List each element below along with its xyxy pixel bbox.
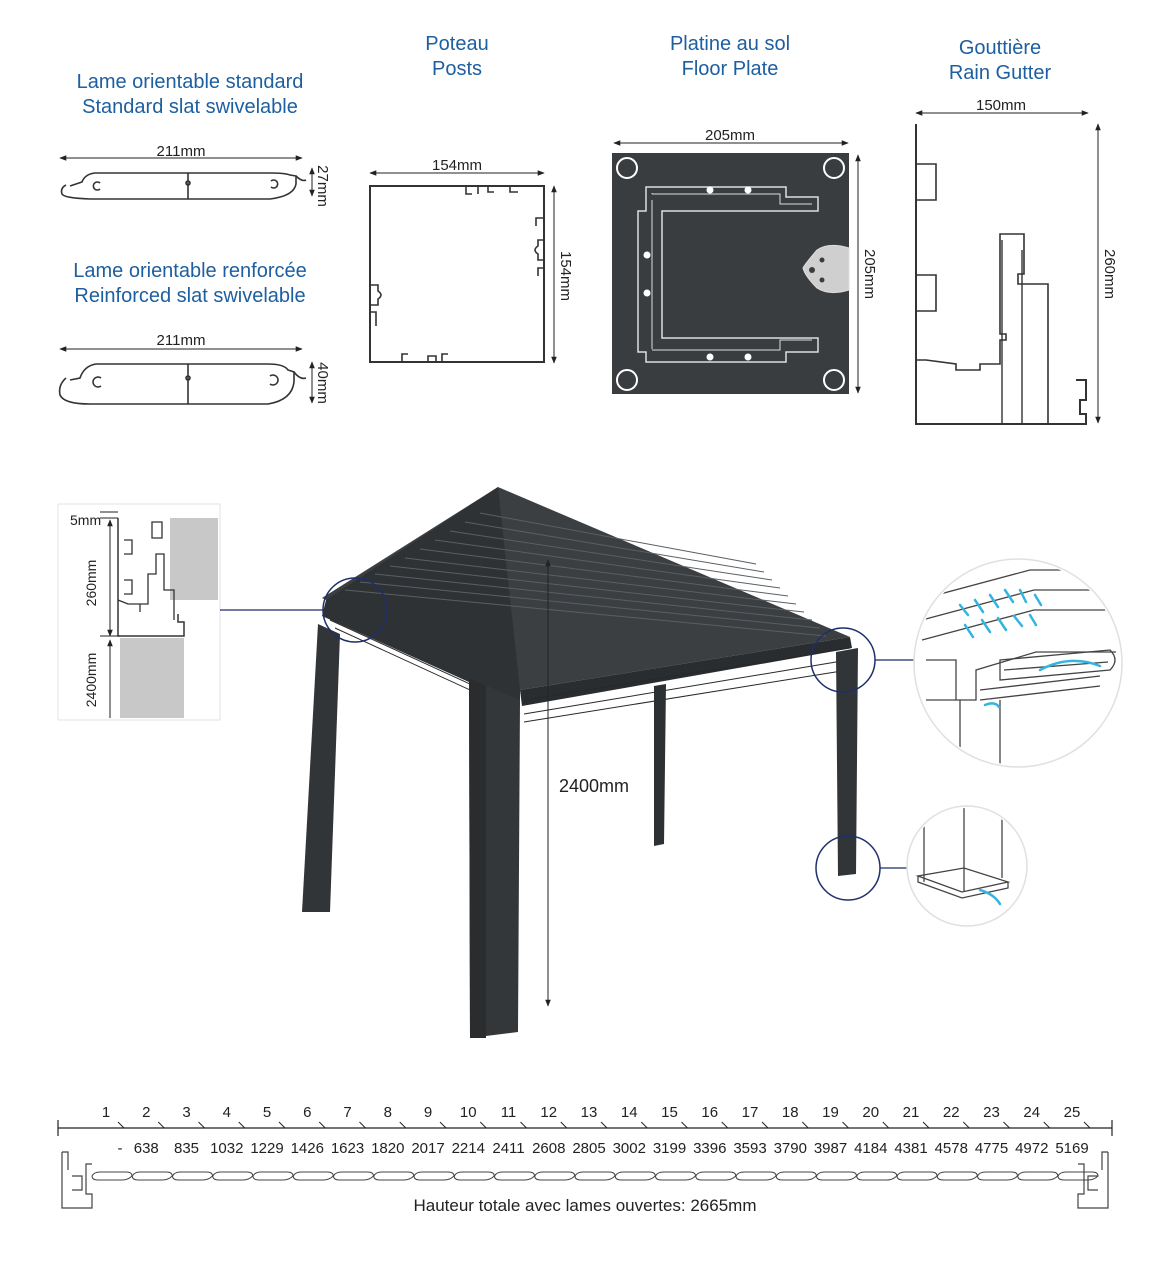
- slat-index-label: 23: [983, 1104, 1000, 1121]
- slat-offset-value: 4972: [1015, 1140, 1049, 1157]
- scale-arrow-tick: [279, 1122, 285, 1128]
- scale-arrow-tick: [682, 1122, 688, 1128]
- slat-reinforced-width-label: 211mm: [156, 332, 206, 349]
- slat-offset-value: 5169: [1055, 1140, 1089, 1157]
- slat-standard-drawing: [60, 158, 312, 199]
- posts-title-en: Posts: [431, 58, 483, 80]
- slat-index-label: 19: [822, 1104, 839, 1121]
- slat-section: [414, 1172, 454, 1180]
- post-width-label: 154mm: [431, 157, 483, 174]
- slat-offset-value: 3987: [813, 1140, 848, 1157]
- pergola-height-label: 2400mm: [558, 776, 630, 796]
- gutter-title-en: Rain Gutter: [948, 62, 1052, 84]
- slat-index-label: 16: [701, 1104, 719, 1121]
- slat-index-label: 15: [661, 1104, 678, 1121]
- slat-index-label: 17: [741, 1104, 759, 1121]
- slat-offset-value: 1229: [250, 1140, 284, 1157]
- slat-index-label: 2: [142, 1104, 151, 1121]
- slat-offset-value: 2214: [451, 1140, 485, 1157]
- slat-reinforced-height-label: 40mm: [314, 362, 331, 404]
- slat-offset-value: 3790: [773, 1140, 807, 1157]
- slat-index-label: 9: [423, 1104, 433, 1121]
- slat-standard-title-fr: Lame orientable standard: [76, 71, 304, 93]
- scale-arrow-tick: [118, 1122, 124, 1128]
- slat-index-label: 7: [343, 1104, 352, 1121]
- slat-index-label: 13: [580, 1104, 598, 1121]
- slat-index-label: 22: [942, 1104, 960, 1121]
- slat-offset-value: 4381: [894, 1140, 928, 1157]
- scale-arrow-tick: [641, 1122, 647, 1128]
- slat-offset-value: 2411: [492, 1140, 525, 1157]
- slat-offset-value: 3396: [693, 1140, 727, 1157]
- slat-index-label: 21: [902, 1104, 920, 1121]
- scale-arrow-tick: [400, 1122, 406, 1128]
- slat-section: [374, 1172, 414, 1180]
- slat-section: [495, 1172, 535, 1180]
- detail-gap-label: 5mm: [70, 512, 102, 528]
- scale-arrow-tick: [521, 1122, 527, 1128]
- scale-arrow-tick: [239, 1122, 245, 1128]
- pergola-illustration: [302, 487, 915, 1038]
- slat-section: [736, 1172, 776, 1180]
- slat-section: [978, 1172, 1018, 1180]
- scale-arrow-tick: [923, 1122, 929, 1128]
- slat-index-label: 12: [540, 1104, 558, 1121]
- gutter-height-label: 260mm: [1101, 248, 1118, 300]
- slat-section: [92, 1172, 132, 1180]
- slat-offset-value: 3593: [733, 1140, 767, 1157]
- slat-reinforced-drawing: [60, 349, 312, 404]
- slat-index-label: 4: [222, 1104, 231, 1121]
- slat-section: [1018, 1172, 1058, 1180]
- slat-reinforced-profile: [60, 364, 294, 404]
- scale-arrow-tick: [1004, 1122, 1010, 1128]
- slat-index-label: 6: [303, 1104, 312, 1121]
- slat-standard-width-label: 211mm: [156, 143, 206, 160]
- slat-standard-height-label: 27mm: [314, 165, 331, 207]
- slat-section: [213, 1172, 253, 1180]
- posts-title-fr: Poteau: [425, 33, 489, 55]
- slat-section: [334, 1172, 374, 1180]
- post-profile: [370, 186, 544, 362]
- scale-arrow-tick: [963, 1122, 969, 1128]
- scale-arrow-tick: [762, 1122, 768, 1128]
- scale-arrow-tick: [561, 1122, 567, 1128]
- detail-post-height-label: 2400mm: [83, 652, 99, 708]
- pergola-post-left: [302, 624, 340, 912]
- slat-index-label: 1: [101, 1104, 111, 1121]
- zoom-gutter-slats: [914, 559, 1122, 800]
- scale-arrow-tick: [480, 1122, 486, 1128]
- slat-index-label: 18: [781, 1104, 799, 1121]
- slat-section: [575, 1172, 615, 1180]
- scale-arrow-tick: [1084, 1122, 1090, 1128]
- slat-index-label: 11: [500, 1104, 517, 1121]
- slat-index-label: 3: [182, 1104, 191, 1121]
- slat-section: [817, 1172, 857, 1180]
- slat-offset-value: 4578: [934, 1140, 968, 1157]
- scale-arrow-tick: [802, 1122, 808, 1128]
- slat-index-label: 20: [862, 1104, 880, 1121]
- slat-reinforced-title-fr: Lame orientable renforcée: [73, 260, 307, 282]
- slat-offset-value: 4775: [974, 1140, 1009, 1157]
- slat-offset-value: 835: [173, 1140, 200, 1157]
- slat-offset-value: 3199: [652, 1140, 687, 1157]
- slat-offset-value: 1032: [210, 1140, 244, 1157]
- slat-offset-value: 1426: [290, 1140, 324, 1157]
- slat-offset-value: 2017: [411, 1140, 445, 1157]
- slat-section: [937, 1172, 977, 1180]
- scale-arrow-tick: [601, 1122, 607, 1128]
- slat-offset-value: 1623: [330, 1140, 365, 1157]
- floor-plate-drawing: [612, 143, 858, 394]
- slat-index-label: 25: [1063, 1104, 1081, 1121]
- slat-section: [857, 1172, 897, 1180]
- slat-offset-value: -: [117, 1140, 123, 1157]
- slat-offset-value: 1820: [371, 1140, 405, 1157]
- slat-section: [776, 1172, 816, 1180]
- scale-arrow-tick: [722, 1122, 728, 1128]
- slat-section: [173, 1172, 213, 1180]
- scale-arrow-tick: [319, 1122, 325, 1128]
- scale-arrow-tick: [1044, 1122, 1050, 1128]
- pergola-post-back: [654, 684, 666, 846]
- slat-section: [454, 1172, 494, 1180]
- gutter-profile: [916, 124, 1086, 424]
- zoom-post-base: [907, 806, 1027, 926]
- post-height-label: 154mm: [557, 250, 574, 302]
- detail-gutter-height-label: 260mm: [83, 559, 99, 607]
- post-drawing: [370, 173, 554, 363]
- slat-section: [696, 1172, 736, 1180]
- slat-scale: [58, 1104, 1112, 1208]
- gutter-drawing: [916, 113, 1098, 424]
- slat-section: [132, 1172, 172, 1180]
- slat-reinforced-title-en: Reinforced slat swivelable: [74, 285, 306, 307]
- slat-section: [535, 1172, 575, 1180]
- scale-arrow-tick: [199, 1122, 205, 1128]
- footer-note: Hauteur totale avec lames ouvertes: 2665mm: [413, 1196, 757, 1215]
- slat-offset-value: 3002: [612, 1140, 646, 1157]
- gutter-title-fr: Gouttière: [958, 37, 1042, 59]
- slat-standard-title-en: Standard slat swivelable: [82, 96, 298, 118]
- slat-section: [656, 1172, 696, 1180]
- scale-arrow-tick: [158, 1122, 164, 1128]
- slat-offset-value: 4184: [854, 1140, 888, 1157]
- scale-arrow-tick: [883, 1122, 889, 1128]
- slat-section: [293, 1172, 333, 1180]
- pergola-post-right: [836, 648, 858, 876]
- plate-width-label: 205mm: [704, 127, 756, 144]
- slat-index-label: 8: [383, 1104, 392, 1121]
- floor-plate-title-fr: Platine au sol: [669, 33, 791, 55]
- slat-section: [615, 1172, 655, 1180]
- floor-plate-title-en: Floor Plate: [681, 58, 779, 80]
- slat-section: [897, 1172, 937, 1180]
- slat-index-label: 24: [1023, 1104, 1041, 1121]
- slat-index-label: 14: [620, 1104, 638, 1121]
- slat-index-label: 10: [459, 1104, 477, 1121]
- slat-index-label: 5: [262, 1104, 272, 1121]
- slat-standard-profile: [62, 173, 297, 199]
- slat-offset-value: 638: [133, 1140, 159, 1157]
- scale-arrow-tick: [843, 1122, 849, 1128]
- slat-offset-value: 2608: [532, 1140, 566, 1157]
- scale-arrow-tick: [440, 1122, 446, 1128]
- plate-height-label: 205mm: [861, 248, 878, 300]
- scale-arrow-tick: [360, 1122, 366, 1128]
- gutter-width-label: 150mm: [975, 97, 1027, 114]
- slat-offset-value: 2805: [572, 1140, 606, 1157]
- slat-section: [253, 1172, 293, 1180]
